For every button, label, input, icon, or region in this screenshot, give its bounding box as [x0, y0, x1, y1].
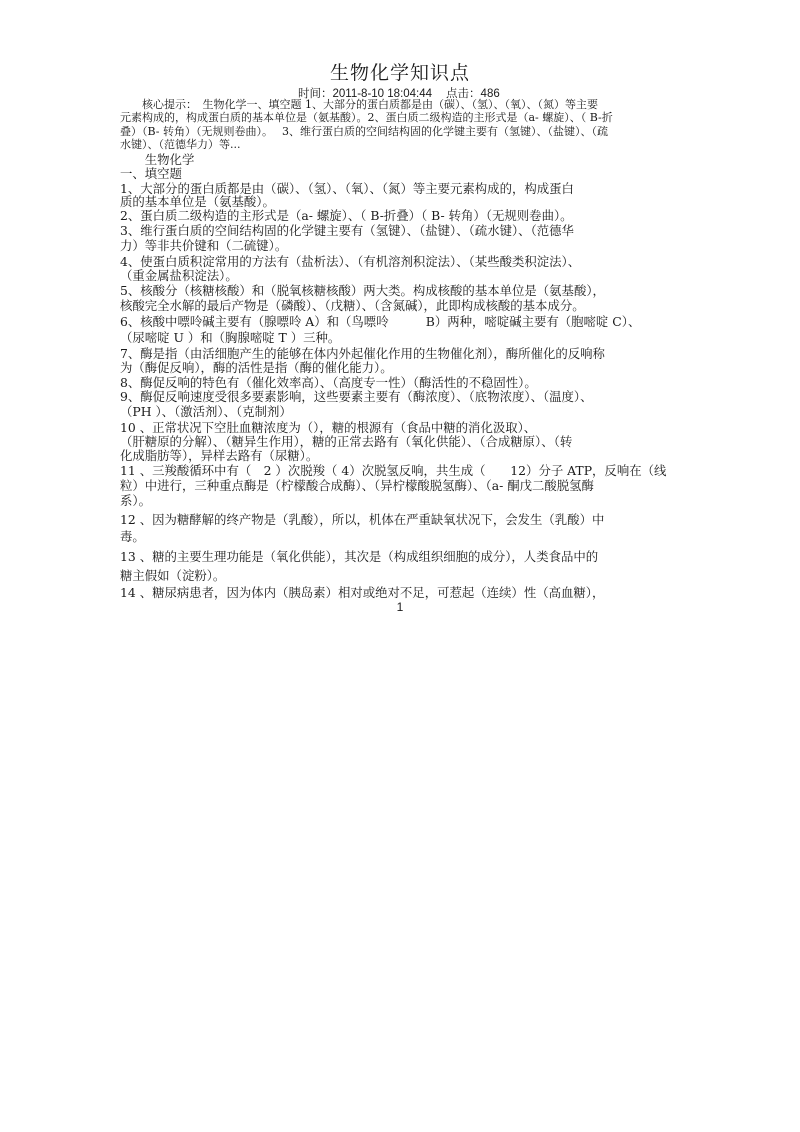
clicks-value: 486 — [480, 88, 500, 100]
body-line: 9、酶促反响速度受很多要素影响，这些要素主要有（酶浓度）、（底物浓度）、（温度）、 — [120, 389, 593, 404]
summary-line: 水键）、（范德华力）等... — [120, 138, 241, 152]
body-line: 核酸完全水解的最后产物是（磷酸）、（戊糖）、（含氮碱），此即构成核酸的基本成分。 — [120, 298, 585, 313]
body-line: 2、蛋白质二级构造的主形式是（a- 螺旋）、（ B-折叠）（ B- 转角）（无规则卷曲）。 — [120, 208, 573, 223]
body-line: 毒。 — [120, 529, 145, 544]
body-line: 14 、糖尿病患者，因为体内（胰岛素）相对或绝对不足，可惹起（连续）性（高血糖）， — [120, 585, 605, 600]
body-line: （尿嘧啶 U ）和（胸腺嘧啶 T ）三种。 — [120, 330, 341, 345]
body-line: 10 、正常状况下空肚血糖浓度为（），糖的根源有（食品中糖的消化汲取）、 — [120, 420, 537, 435]
body-line: （PH ）、（激活剂）、（克制剂） — [120, 404, 292, 419]
body-line: 6、核酸中嘌呤碱主要有（腺嘌呤 A）和（鸟嘌呤 B）两种，嘧啶碱主要有（胞嘧啶 C）、 — [120, 314, 641, 329]
body-line: 13 、糖的主要生理功能是（氧化供能），其次是（构成组织细胞的成分），人类食品中的 — [120, 549, 599, 564]
body-line: （重金属盐积淀法）。 — [120, 268, 238, 283]
summary-line: 叠）（B- 转角）（无规则卷曲）。 3、维行蛋白质的空间结构固的化学键主要有（氢键）、（盐键）、（疏 — [120, 124, 608, 138]
body-line: 粒）中进行，三种重点酶是（柠檬酸合成酶）、（异柠檬酸脱氢酶）、（a- 酮戊二酸脱氢酶 — [120, 478, 594, 493]
body-line: 为（酶促反响），酶的活性是指（酶的催化能力）。 — [120, 360, 393, 375]
body-line: （肝糖原的分解）、（糖异生作用），糖的正常去路有（氧化供能）、（合成糖原）、（转 — [120, 434, 573, 449]
time-label: 时间： — [298, 86, 333, 100]
body-line: 8、酶促反响的特色有（催化效率高）、（高度专一性）（酶活性的不稳固性）。 — [120, 375, 537, 390]
body-line: 11 、三羧酸循环中有（ 2 ）次脱羧（ 4）次脱氢反响，共生成（ 12）分子 ATP，反响在（线 — [120, 463, 667, 478]
page-number: 1 — [396, 600, 404, 614]
body-line: 力）等非共价键和（二硫键）。 — [120, 238, 288, 253]
body-line: 化成脂肪等），异样去路有（尿糖）。 — [120, 448, 319, 463]
body-line: 7、酶是指（由活细胞产生的能够在体内外起催化作用的生物催化剂），酶所催化的反响称 — [120, 346, 605, 361]
summary-line: 核心提示： 生物化学一、填空题 1、大部分的蛋白质都是由（碳）、（氢）、（氧）、（氮）等主要 — [120, 98, 598, 111]
body-line: 系）。 — [120, 493, 151, 508]
body-line: 质的基本单位是（氨基酸）。 — [120, 194, 275, 209]
section-subheading: 一、填空题 — [120, 166, 182, 181]
clicks-label: 点击： — [446, 86, 481, 100]
body-line: 4、使蛋白质积淀常用的方法有（盐析法）、（有机溶剂积淀法）、（某些酸类积淀法）、 — [120, 254, 581, 269]
summary-block — [120, 98, 660, 152]
summary-line: 元素构成的，构成蛋白质的基本单位是（氨基酸）。2、蛋白质二级构造的主形式是（a- 螺旋）、（ B-折 — [120, 111, 613, 125]
body-line: 糖主假如（淀粉）。 — [120, 568, 226, 583]
body-line: 1、大部分的蛋白质都是由（碳）、（氢）、（氧）、（氮）等主要元素构成的，构成蛋白 — [120, 181, 574, 196]
section-heading: 生物化学 — [120, 152, 195, 167]
body-line: 3、维行蛋白质的空间结构固的化学键主要有（氢键）、（盐键）、（疏水键）、（范德华 — [120, 223, 574, 238]
page-title: 生物化学知识点 — [329, 62, 470, 84]
body-line: 12 、因为糖酵解的终产物是（乳酸），所以，机体在严重缺氧状况下，会发生（乳酸）中 — [120, 512, 605, 527]
body-line: 5、核酸分（核糖核酸）和（脱氧核糖核酸）两大类。构成核酸的基本单位是（氨基酸）， — [120, 283, 605, 298]
time-value: 2011-8-10 18:04:44 — [332, 88, 433, 100]
